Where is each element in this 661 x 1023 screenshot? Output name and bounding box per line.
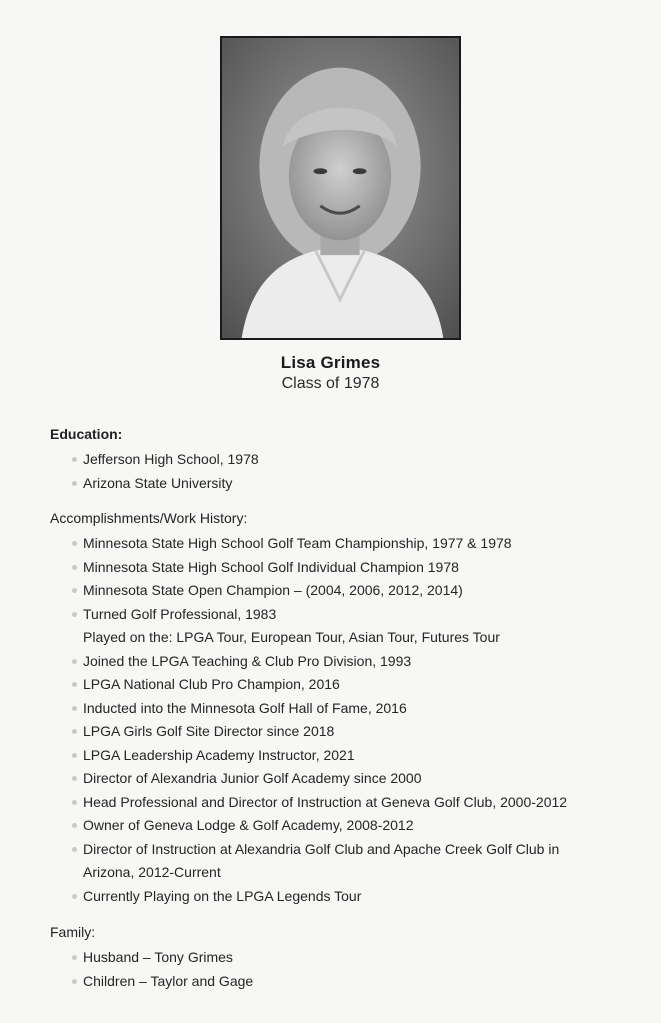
portrait-image: [222, 38, 459, 338]
bullet-icon: [72, 894, 77, 899]
bullet-icon: [72, 659, 77, 664]
bullet-icon: [72, 682, 77, 687]
list-item: Director of Alexandria Junior Golf Academy since 2000: [50, 767, 641, 791]
bullet-icon: [72, 588, 77, 593]
list-item: LPGA Girls Golf Site Director since 2018: [50, 720, 641, 744]
education-list: [50, 448, 641, 495]
list-item: Minnesota State Open Champion – (2004, 2006, 2012, 2014): [50, 579, 641, 603]
list-item: Arizona State University: [50, 472, 641, 496]
list-item: Head Professional and Director of Instruction at Geneva Golf Club, 2000-2012: [50, 791, 641, 815]
bullet-icon: [72, 541, 77, 546]
education-heading: Education:: [50, 426, 123, 442]
family-section: [50, 924, 641, 993]
family-heading: Family:: [50, 924, 96, 940]
class-year: Class of 1978: [281, 375, 380, 392]
list-item: Inducted into the Minnesota Golf Hall of Fame, 2016: [50, 697, 641, 721]
person-name: Lisa Grimes: [280, 353, 381, 372]
list-item: LPGA National Club Pro Champion, 2016: [50, 673, 641, 697]
portrait-photo: [220, 36, 461, 340]
bullet-icon: [72, 979, 77, 984]
bullet-icon: [72, 565, 77, 570]
bullet-icon: [72, 800, 77, 805]
bullet-icon: [72, 847, 77, 852]
education-section: [50, 426, 641, 495]
accomplishments-section: [50, 510, 641, 908]
bullet-icon: [72, 729, 77, 734]
bullet-icon: [72, 776, 77, 781]
bullet-icon: [72, 706, 77, 711]
list-item: Jefferson High School, 1978: [50, 448, 641, 472]
bullet-icon: [72, 955, 77, 960]
list-item: Joined the LPGA Teaching & Club Pro Division, 1993: [50, 650, 641, 674]
list-item: Director of Instruction at Alexandria Golf Club and Apache Creek Golf Club in Arizona, 2012-Current: [50, 838, 641, 885]
bullet-icon: [72, 823, 77, 828]
accomplishments-list: [50, 532, 641, 908]
list-item: LPGA Leadership Academy Instructor, 2021: [50, 744, 641, 768]
accomplishments-heading: Accomplishments/Work History:: [50, 510, 248, 526]
list-item: Owner of Geneva Lodge & Golf Academy, 2008-2012: [50, 814, 641, 838]
list-item: Minnesota State High School Golf Individual Champion 1978: [50, 556, 641, 580]
bullet-icon: [72, 612, 77, 617]
list-item: Minnesota State High School Golf Team Championship, 1977 & 1978: [50, 532, 641, 556]
bullet-icon: [72, 753, 77, 758]
list-item: Turned Golf Professional, 1983: [50, 603, 641, 627]
list-item: Played on the: LPGA Tour, European Tour, Asian Tour, Futures Tour: [83, 629, 500, 645]
list-item: Children – Taylor and Gage: [50, 970, 641, 994]
bullet-icon: [72, 481, 77, 486]
bullet-icon: [72, 457, 77, 462]
family-list: [50, 946, 641, 993]
list-item: Currently Playing on the LPGA Legends Tour: [50, 885, 641, 909]
list-item: Husband – Tony Grimes: [50, 946, 641, 970]
